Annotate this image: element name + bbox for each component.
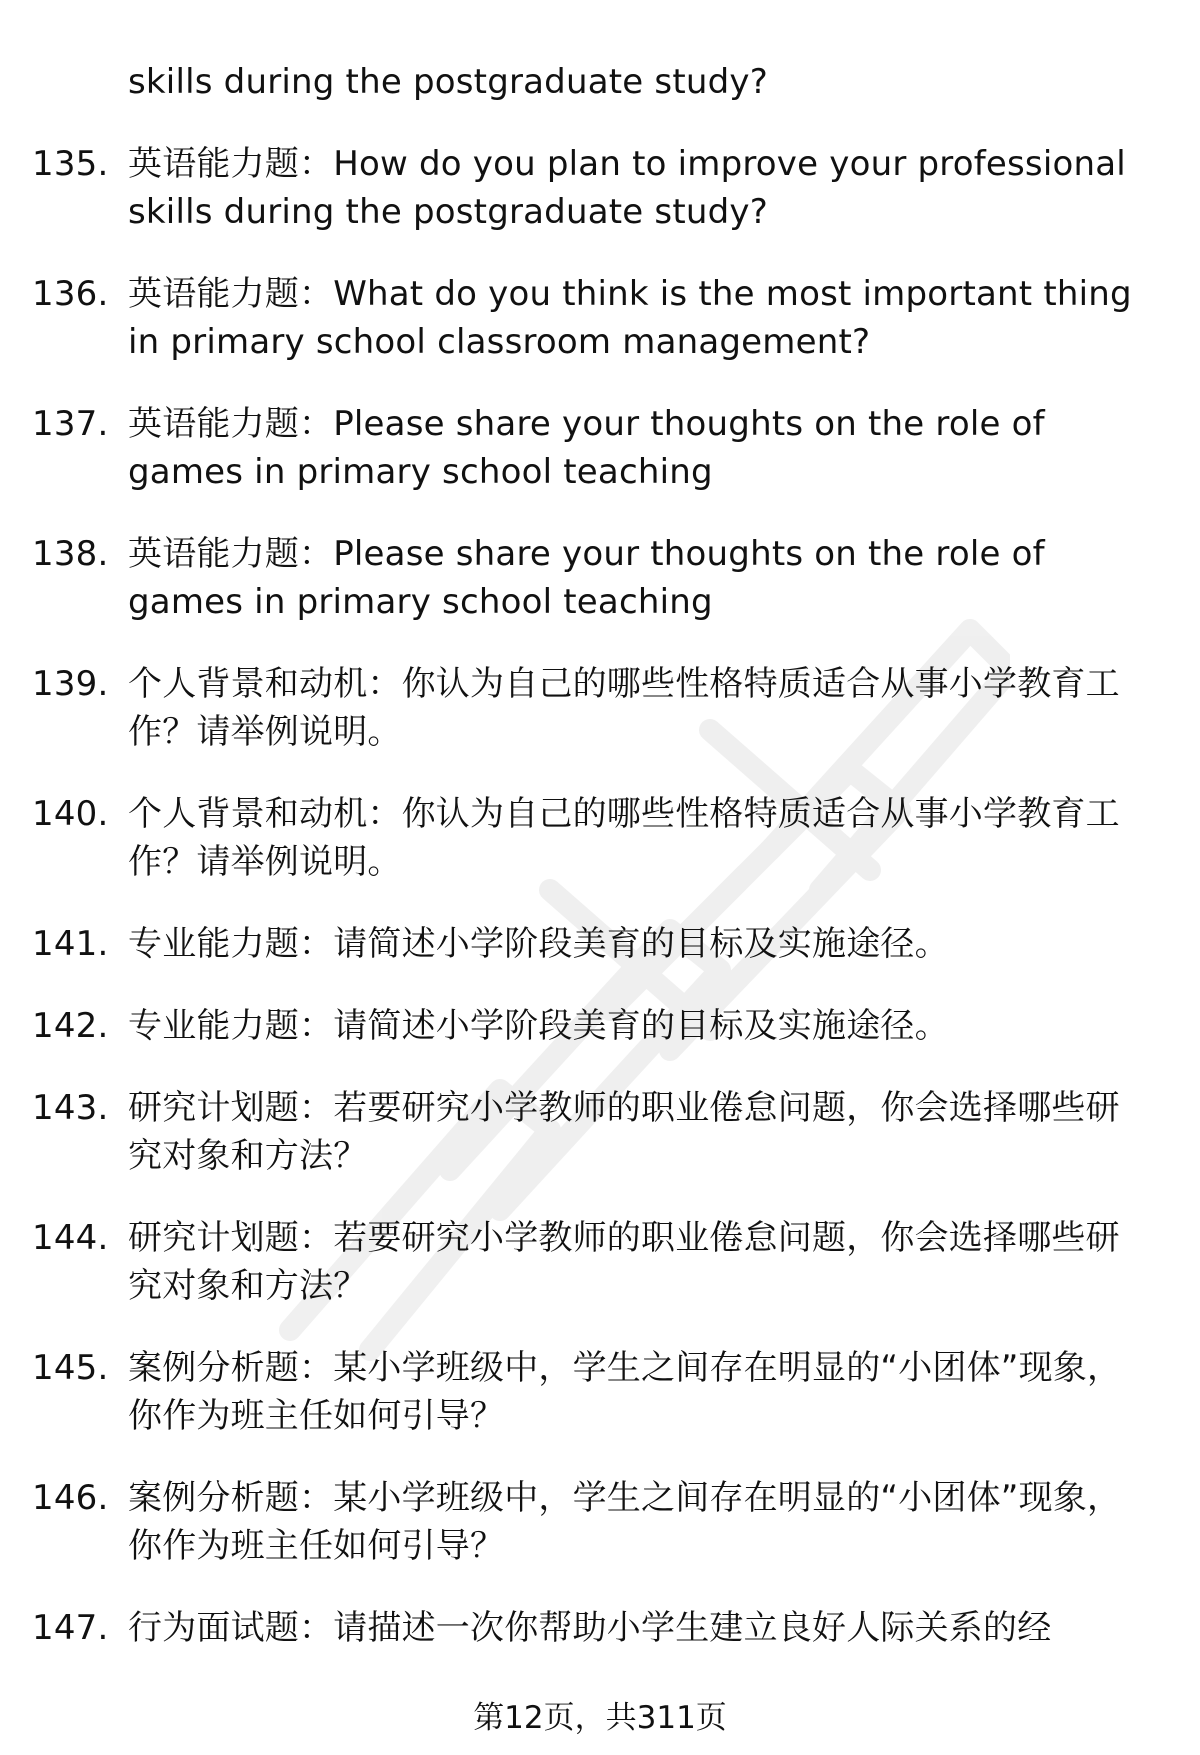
item-text: 研究计划题：若要研究小学教师的职业倦怠问题，你会选择哪些研究对象和方法？ [128, 1218, 1120, 1306]
item-text: 英语能力题：What do you think is the most important thing in primary school classroom management? [128, 274, 1132, 362]
item-number: 147. [32, 1608, 109, 1648]
item-text: 个人背景和动机：你认为自己的哪些性格特质适合从事小学教育工作？请举例说明。 [128, 664, 1120, 752]
item-text: 英语能力题：Please share your thoughts on the role of games in primary school teaching [128, 404, 1045, 492]
item-number: 135. [32, 144, 109, 184]
item-number: 139. [32, 664, 109, 704]
page-footer: 第12页，共311页 [473, 1700, 727, 1736]
question-list [32, 58, 1152, 1686]
list-item [32, 790, 1152, 886]
item-number: 143. [32, 1088, 109, 1128]
list-item [32, 400, 1152, 496]
item-text: 行为面试题：请描述一次你帮助小学生建立良好人际关系的经 [128, 1608, 1052, 1648]
item-text: 案例分析题：某小学班级中，学生之间存在明显的“小团体”现象，你作为班主任如何引导？ [128, 1348, 1122, 1436]
item-number: 144. [32, 1218, 109, 1258]
list-item [32, 270, 1152, 366]
item-number: 136. [32, 274, 109, 314]
continuation-line: skills during the postgraduate study? [128, 62, 768, 102]
list-item [32, 1344, 1152, 1440]
item-number: 142. [32, 1006, 109, 1046]
item-number: 145. [32, 1348, 109, 1388]
item-text: 案例分析题：某小学班级中，学生之间存在明显的“小团体”现象，你作为班主任如何引导？ [128, 1478, 1122, 1566]
list-item [32, 1214, 1152, 1310]
list-item [32, 1604, 1152, 1652]
item-text: 个人背景和动机：你认为自己的哪些性格特质适合从事小学教育工作？请举例说明。 [128, 794, 1120, 882]
item-text: 英语能力题：How do you plan to improve your professional skills during the postgraduate study? [128, 144, 1126, 232]
list-item [32, 1002, 1152, 1050]
list-item [32, 1084, 1152, 1180]
list-item [32, 140, 1152, 236]
item-text: 研究计划题：若要研究小学教师的职业倦怠问题，你会选择哪些研究对象和方法？ [128, 1088, 1120, 1176]
item-number: 141. [32, 924, 109, 964]
list-item [32, 1474, 1152, 1570]
list-item [32, 530, 1152, 626]
item-number: 137. [32, 404, 109, 444]
item-number: 138. [32, 534, 109, 574]
list-item [32, 920, 1152, 968]
item-number: 146. [32, 1478, 109, 1518]
item-text: 专业能力题：请简述小学阶段美育的目标及实施途径。 [128, 1006, 949, 1046]
item-number: 140. [32, 794, 109, 834]
item-text: 专业能力题：请简述小学阶段美育的目标及实施途径。 [128, 924, 949, 964]
item-text: 英语能力题：Please share your thoughts on the role of games in primary school teaching [128, 534, 1045, 622]
list-item [32, 660, 1152, 756]
